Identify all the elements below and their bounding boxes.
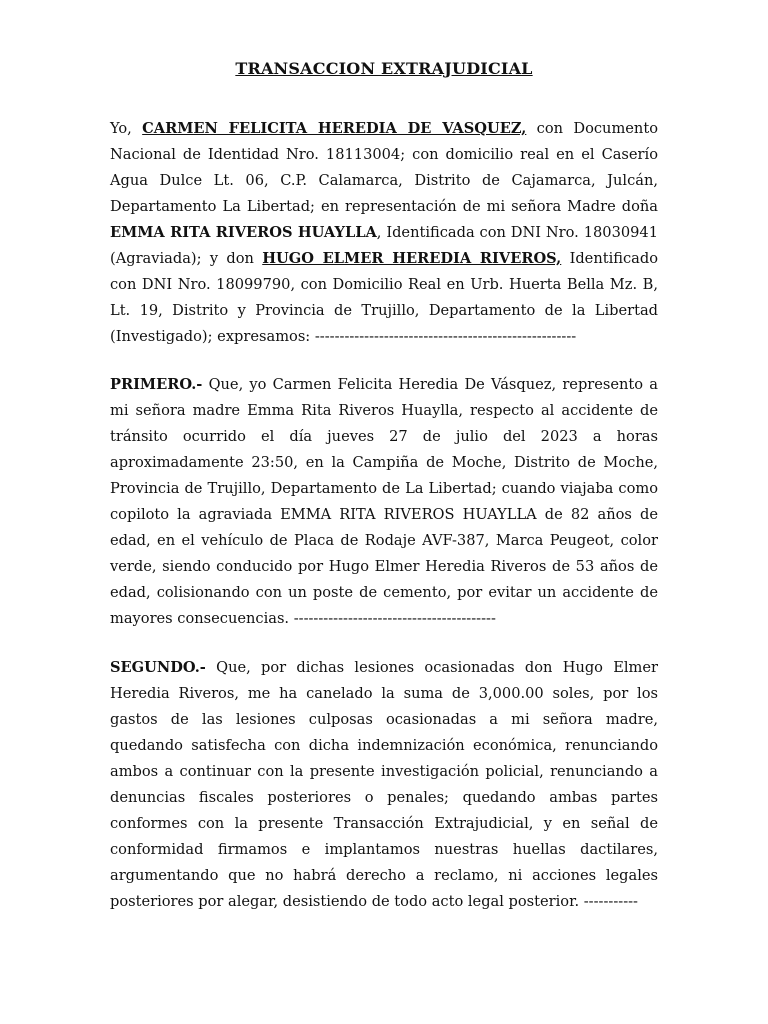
clause-segundo <box>110 655 658 915</box>
party-name-hugo: HUGO ELMER HEREDIA RIVEROS, <box>262 250 562 267</box>
clause-segundo-label: SEGUNDO.- <box>110 659 206 676</box>
clause-segundo-text: Que, por dichas lesiones ocasionadas don Hugo Elmer Heredia Riveros, me ha canelado la suma de 3,000.00 soles, por los gastos de las lesiones culposas ocasionadas a mi señora madre, quedando satisfecha con dicha indemnización económica, renunciando ambos a continuar con la presente investigación policial, renunciando a denuncias fiscales posteriores o penales; quedando ambas partes conformes con la presente Transacción Extrajudicial, y en señal de conformidad firmamos e implantamos nuestras huellas dactilares, argumentando que no habrá derecho a reclamo, ni acciones legales posteriores por alegar, desistiendo de todo acto legal posterior. ----------- <box>110 659 658 910</box>
intro-paragraph <box>110 116 658 350</box>
intro-text-3: , Identificada con DNI Nro. 18030941 (Agraviada); y don <box>110 224 658 267</box>
clause-primero-label: PRIMERO.- <box>110 376 203 393</box>
party-name-carmen: CARMEN FELICITA HEREDIA DE VASQUEZ, <box>142 120 527 137</box>
intro-text-1: Yo, <box>110 120 143 137</box>
intro-text-4: Identificado con DNI Nro. 18099790, con Domicilio Real en Urb. Huerta Bella Mz. B, Lt. 19, Distrito y Provincia de Trujillo, Departamento de la Libertad (Investigado); expresamos: ----------------------------------------------------- <box>110 250 658 345</box>
clause-primero <box>110 372 658 632</box>
intro-text-2: con Documento Nacional de Identidad Nro. 18113004; con domicilio real en el Caserío Agua Dulce Lt. 06, C.P. Calamarca, Distrito de Cajamarca, Julcán, Departamento La Libertad; en representación de mi señora Madre doña <box>110 120 658 215</box>
document-title: TRANSACCION EXTRAJUDICIAL <box>235 59 533 78</box>
party-name-emma: EMMA RITA RIVEROS HUAYLLA <box>110 224 377 241</box>
clause-primero-text: Que, yo Carmen Felicita Heredia De Vásquez, represento a mi señora madre Emma Rita Riveros Huaylla, respecto al accidente de tránsito ocurrido el día jueves 27 de julio del 2023 a horas aproximadamente 23:50, en la Campiña de Moche, Distrito de Moche, Provincia de Trujillo, Departamento de La Libertad; cuando viajaba como copiloto la agraviada EMMA RITA RIVEROS HUAYLLA de 82 años de edad, en el vehículo de Placa de Rodaje AVF-387, Marca Peugeot, color verde, siendo conducido por Hugo Elmer Heredia Riveros de 53 años de edad, colisionando con un poste de cemento, por evitar un accidente de mayores consecuencias. ----------------------------------------- <box>110 376 658 627</box>
